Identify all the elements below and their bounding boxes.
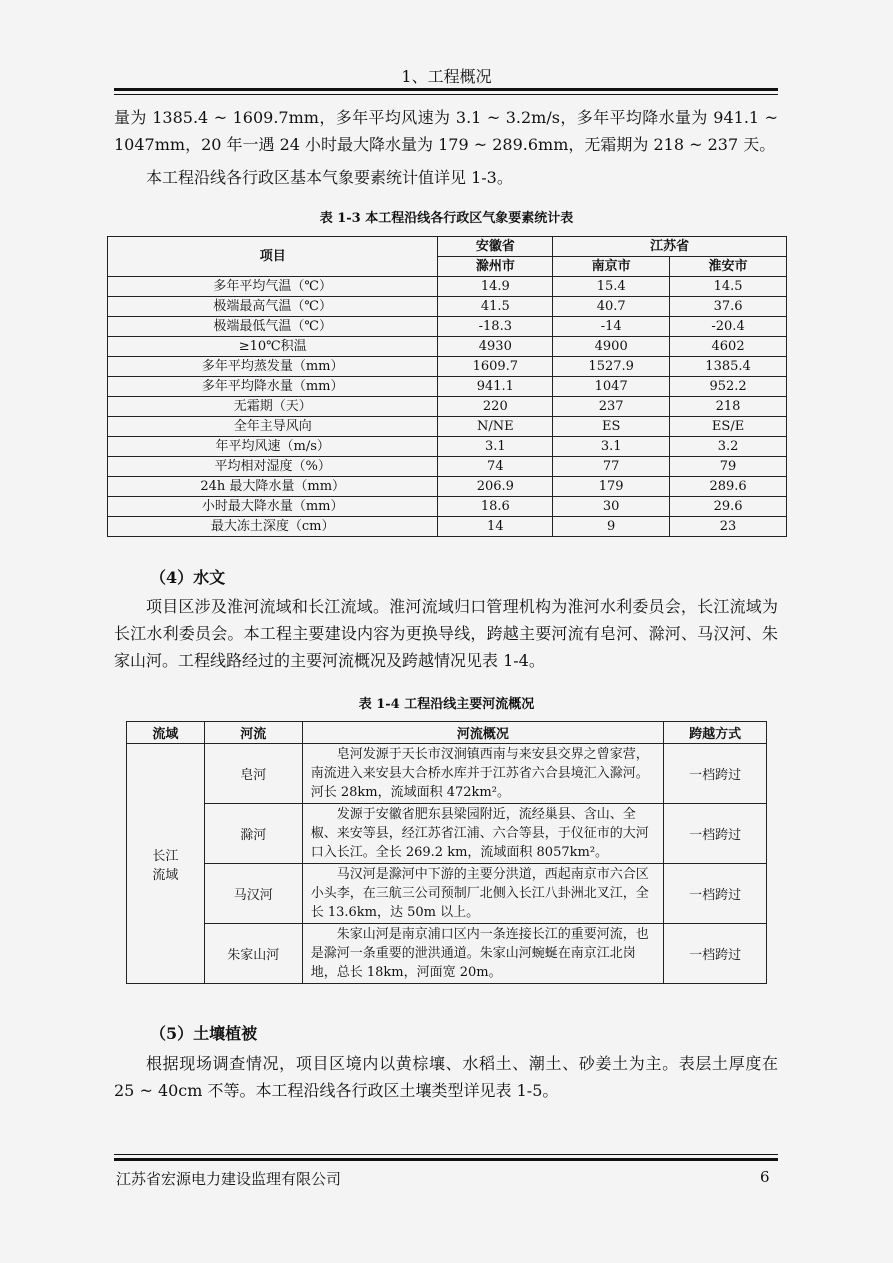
table-row <box>108 357 787 377</box>
cell-huaian: 79 <box>670 457 787 477</box>
table-row <box>108 317 787 337</box>
cell-huaian: 218 <box>670 397 787 417</box>
header-chuzhou: 滁州市 <box>438 257 553 277</box>
table-header-row <box>127 722 767 744</box>
header-river: 河流 <box>204 722 302 744</box>
table-row <box>108 437 787 457</box>
row-item: 多年平均降水量（mm） <box>108 377 438 397</box>
river-name: 马汉河 <box>204 864 302 924</box>
river-description: 朱家山河是南京浦口区内一条连接长江的重要河流，也是滁河一条重要的泄洪通道。朱家山河蜿蜒在南京江北岗地，总长 18km，河面宽 20m。 <box>302 924 663 984</box>
table14-caption: 表 1-4 工程沿线主要河流概况 <box>358 697 535 712</box>
footer-rule-thick <box>114 1158 778 1161</box>
cell-nanjing: 1527.9 <box>553 357 670 377</box>
cell-chuzhou: 1609.7 <box>438 357 553 377</box>
table-row <box>108 297 787 317</box>
row-item: 平均相对湿度（%） <box>108 457 438 477</box>
cell-huaian: 37.6 <box>670 297 787 317</box>
table-row <box>127 864 767 924</box>
header-anhui: 安徽省 <box>438 237 553 257</box>
crossing-method: 一档跨过 <box>664 804 767 864</box>
cell-chuzhou: -18.3 <box>438 317 553 337</box>
cell-chuzhou: 14.9 <box>438 277 553 297</box>
cell-huaian: 1385.4 <box>670 357 787 377</box>
table-row <box>127 744 767 804</box>
cell-nanjing: 9 <box>553 517 670 537</box>
row-item: 多年平均气温（℃） <box>108 277 438 297</box>
cell-chuzhou: 941.1 <box>438 377 553 397</box>
cell-huaian: 14.5 <box>670 277 787 297</box>
table13-caption: 表 1-3 本工程沿线各行政区气象要素统计表 <box>319 211 574 226</box>
row-item: 最大冻土深度（cm） <box>108 517 438 537</box>
cell-huaian: 3.2 <box>670 437 787 457</box>
header-nanjing: 南京市 <box>553 257 670 277</box>
table-row <box>108 397 787 417</box>
footer-company: 江苏省宏源电力建设监理有限公司 <box>116 1170 342 1188</box>
cell-huaian: -20.4 <box>670 317 787 337</box>
cell-chuzhou: 4930 <box>438 337 553 357</box>
row-item: 无霜期（天） <box>108 397 438 417</box>
cell-chuzhou: 220 <box>438 397 553 417</box>
row-item: 24h 最大降水量（mm） <box>108 477 438 497</box>
cell-nanjing: 4900 <box>553 337 670 357</box>
cell-nanjing: 40.7 <box>553 297 670 317</box>
table-row <box>108 477 787 497</box>
cell-nanjing: 30 <box>553 497 670 517</box>
row-item: 极端最低气温（℃） <box>108 317 438 337</box>
header-rule-thick <box>114 88 778 91</box>
table-row <box>108 277 787 297</box>
page-number: 6 <box>760 1168 770 1186</box>
row-item: 极端最高气温（℃） <box>108 297 438 317</box>
cell-nanjing: 15.4 <box>553 277 670 297</box>
cell-huaian: 4602 <box>670 337 787 357</box>
row-item: 小时最大降水量（mm） <box>108 497 438 517</box>
header-jiangsu: 江苏省 <box>553 237 787 257</box>
table-row <box>108 417 787 437</box>
crossing-method: 一档跨过 <box>664 864 767 924</box>
row-item: 多年平均蒸发量（mm） <box>108 357 438 377</box>
cell-nanjing: 77 <box>553 457 670 477</box>
header-rule-thin <box>114 94 778 95</box>
basin-cell <box>127 744 205 984</box>
row-item: 年平均风速（m/s） <box>108 437 438 457</box>
intro-line2: 本工程沿线各行政区基本气象要素统计值详见 1-3。 <box>146 168 513 187</box>
river-name: 滁河 <box>204 804 302 864</box>
header-overview: 河流概况 <box>302 722 663 744</box>
page-header-title: 1、工程概况 <box>401 67 492 86</box>
table-row <box>108 457 787 477</box>
table-row <box>127 804 767 864</box>
cell-nanjing: ES <box>553 417 670 437</box>
cell-chuzhou: 206.9 <box>438 477 553 497</box>
header-basin: 流域 <box>127 722 205 744</box>
table-row <box>108 497 787 517</box>
cell-chuzhou: 18.6 <box>438 497 553 517</box>
section4-paragraph: 项目区涉及淮河流域和长江流域。淮河流域归口管理机构为淮河水利委员会，长江流域为长江水利委员会。本工程主要建设内容为更换导线，跨越主要河流有皂河、滁河、马汉河、朱家山河。工程线路经过的主要河流概况及跨越情况见表 1-4。 <box>114 597 778 670</box>
cell-chuzhou: N/NE <box>438 417 553 437</box>
section4-heading: （4）水文 <box>150 568 226 587</box>
climate-table <box>107 236 787 537</box>
crossing-method: 一档跨过 <box>664 924 767 984</box>
header-crossing: 跨越方式 <box>664 722 767 744</box>
cell-huaian: 952.2 <box>670 377 787 397</box>
table-header-row <box>108 237 787 257</box>
cell-nanjing: -14 <box>553 317 670 337</box>
crossing-method: 一档跨过 <box>664 744 767 804</box>
cell-huaian: 29.6 <box>670 497 787 517</box>
cell-nanjing: 3.1 <box>553 437 670 457</box>
cell-chuzhou: 74 <box>438 457 553 477</box>
footer-rule-thin <box>114 1154 778 1155</box>
river-description: 发源于安徽省肥东县梁园附近，流经巢县、含山、全椒、来安等县，经江苏省江浦、六合等县，于仪征市的大河口入长江。全长 269.2 km，流域面积 8057km²。 <box>302 804 663 864</box>
intro-line1: 量为 1385.4 ~ 1609.7mm，多年平均风速为 3.1 ~ 3.2m/s，多年平均降水量为 941.1 ~ 1047mm，20 年一遇 24 小时最大降水量为 179 ~ 289.6mm，无霜期为 218 ~ 237 天。 <box>114 108 778 154</box>
cell-huaian: ES/E <box>670 417 787 437</box>
table-row <box>108 377 787 397</box>
table-row <box>108 517 787 537</box>
cell-huaian: 289.6 <box>670 477 787 497</box>
cell-huaian: 23 <box>670 517 787 537</box>
row-item: 全年主导风向 <box>108 417 438 437</box>
river-table <box>126 721 767 984</box>
river-name: 朱家山河 <box>204 924 302 984</box>
basin-line2: 流域 <box>152 867 179 883</box>
cell-nanjing: 237 <box>553 397 670 417</box>
river-name: 皂河 <box>204 744 302 804</box>
river-description: 马汉河是滁河中下游的主要分洪道，西起南京市六合区小头李，在三航三公司预制厂北侧入长江八卦洲北叉江，全长 13.6km，达 50m 以上。 <box>302 864 663 924</box>
cell-chuzhou: 14 <box>438 517 553 537</box>
cell-chuzhou: 41.5 <box>438 297 553 317</box>
cell-nanjing: 179 <box>553 477 670 497</box>
section5-heading: （5）土壤植被 <box>150 1024 258 1043</box>
row-item: ≥10℃积温 <box>108 337 438 357</box>
intro-paragraph <box>114 104 778 191</box>
header-item: 项目 <box>108 237 438 277</box>
cell-nanjing: 1047 <box>553 377 670 397</box>
table-row <box>108 337 787 357</box>
basin-line1: 长江 <box>152 848 179 864</box>
section5-paragraph: 根据现场调查情况，项目区境内以黄棕壤、水稻土、潮土、砂姜土为主。表层土厚度在 25 ~ 40cm 不等。本工程沿线各行政区土壤类型详见表 1-5。 <box>114 1054 778 1100</box>
river-description: 皂河发源于天长市汊涧镇西南与来安县交界之曾家营，南流进入来安县大合桥水库并于江苏省六合县境汇入滁河。河长 28km，流域面积 472km²。 <box>302 744 663 804</box>
cell-chuzhou: 3.1 <box>438 437 553 457</box>
table-row <box>127 924 767 984</box>
header-huaian: 淮安市 <box>670 257 787 277</box>
